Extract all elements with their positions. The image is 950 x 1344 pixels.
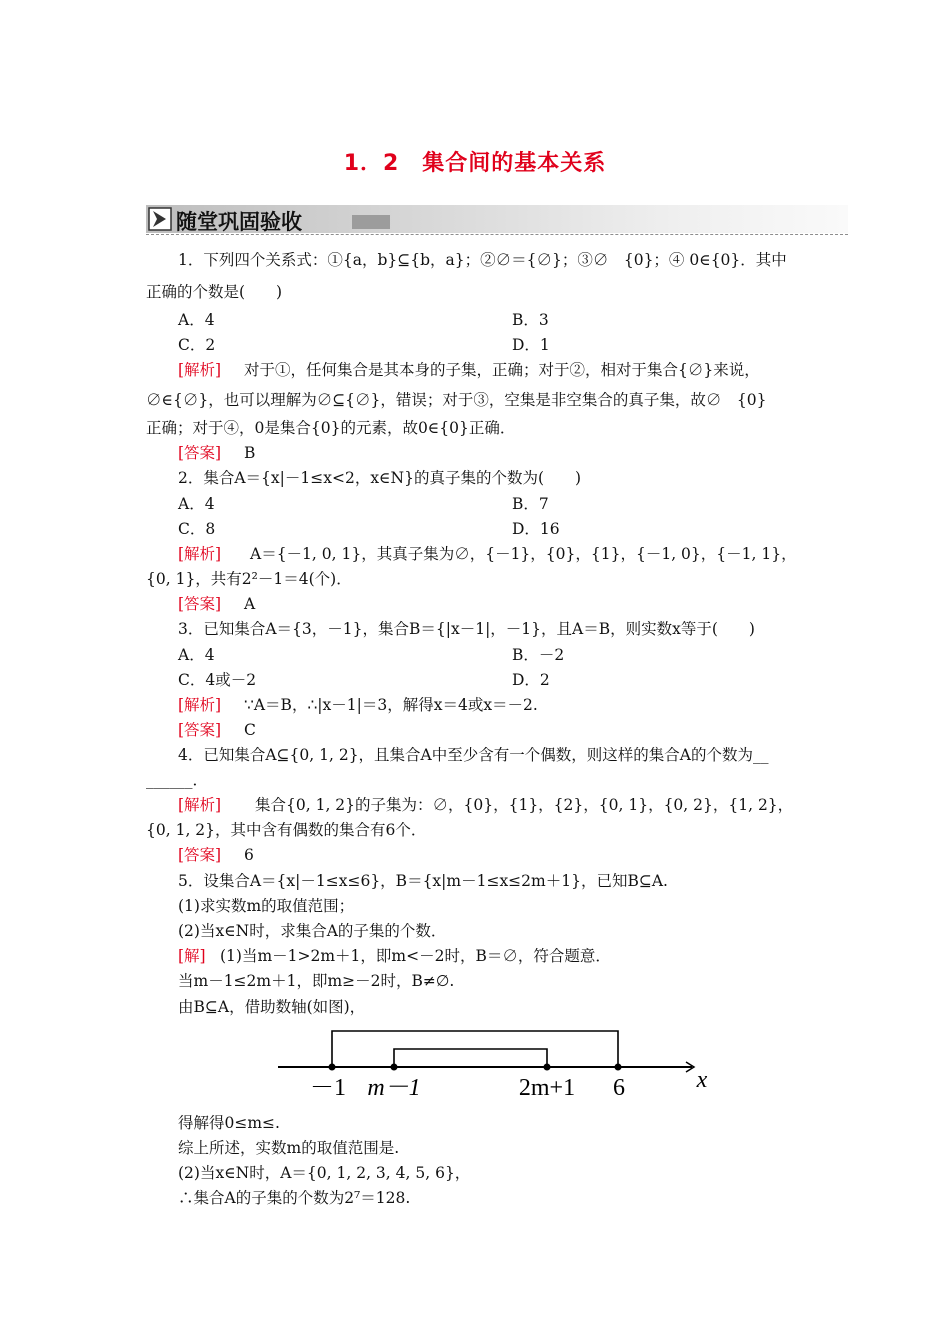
label-2m-plus-1: 2m+1 (518, 1075, 576, 1101)
page-title: 1．2 集合间的基本关系 (343, 151, 607, 176)
q1-analysis: 对于①，任何集合是其本身的子集，正确；对于②，相对于集合{∅}来说， (244, 361, 760, 379)
number-line-diagram (270, 1025, 710, 1107)
q3-answer-tag: [答案] (178, 721, 222, 739)
q4-stem: 4．已知集合A⊆{0, 1, 2}，且集合A中至少含有一个偶数，则这样的集合A的个数为__ (178, 746, 769, 764)
q5-solution-6: (2)当x∈N时，A＝{0, 1, 2, 3, 4, 5, 6}， (178, 1164, 471, 1182)
q5-solution-3: 由B⊆A，借助数轴(如图)， (178, 998, 366, 1016)
q5-part2: (2)当x∈N时，求集合A的子集的个数． (178, 922, 447, 940)
q5-solution-2: 当m－1≤2m＋1，即m≥－2时，B≠∅. (178, 972, 455, 990)
q3-analysis-tag: [解析] (178, 696, 222, 714)
q3-option-b: B．－2 (512, 646, 565, 664)
q1-option-d: D．1 (512, 336, 550, 354)
q5-part1: (1)求实数m的取值范围； (178, 897, 355, 915)
q2-option-a: A．4 (178, 495, 215, 513)
q1-stem: 1．下列四个关系式：①{a，b}⊆{b，a}；②∅＝{∅}；③∅ {0}；④ 0∈{0}．其中 (178, 251, 787, 269)
q3-option-d: D．2 (512, 671, 550, 689)
label-neg1: －1 (310, 1075, 346, 1101)
q4-stem-cont: ______． (146, 771, 209, 789)
q1-stem-cont: 正确的个数是( ) (146, 283, 283, 301)
q5-solution-7: ∴集合A的子集的个数为2⁷＝128. (178, 1189, 411, 1207)
point-6 (615, 1064, 622, 1071)
q5-solution-tag: [解] (178, 947, 206, 965)
section-title: 随堂巩固验收 (176, 210, 302, 234)
q5-solution-5: 综上所述，实数m的取值范围是. (178, 1139, 400, 1157)
q4-analysis: 集合{0, 1, 2}的子集为：∅，{0}，{1}，{2}，{0, 1}，{0, 2}，{1, 2}， (255, 796, 794, 814)
q2-answer-tag: [答案] (178, 595, 222, 613)
q1-answer-tag: [答案] (178, 444, 222, 462)
label-6: 6 (613, 1075, 625, 1101)
label-x: x (696, 1067, 708, 1093)
q1-analysis-end: 正确；对于④，0是集合{0}的元素，故0∈{0}正确． (146, 419, 516, 437)
banner-box (352, 215, 390, 229)
q4-analysis-tag: [解析] (178, 796, 222, 814)
q1-answer: B (244, 444, 256, 462)
section-banner (146, 203, 848, 237)
q5-solution-1: (1)当m－1>2m＋1，即m<－2时，B＝∅，符合题意． (220, 947, 611, 965)
q5-stem: 5．设集合A＝{x|－1≤x≤6}，B＝{x|m－1≤x≤2m＋1}，已知B⊆A. (178, 872, 668, 890)
q4-analysis-cont: {0, 1, 2}，其中含有偶数的集合有6个． (146, 821, 427, 839)
q4-answer: 6 (244, 846, 254, 864)
q4-answer-tag: [答案] (178, 846, 222, 864)
q1-analysis-cont: ∅∈{∅}，也可以理解为∅⊆{∅}，错误；对于③，空集是非空集合的真子集，故∅ {0} (146, 391, 767, 409)
point-m-minus-1 (391, 1064, 398, 1071)
set-b-bracket (394, 1049, 547, 1067)
q2-analysis-cont: {0, 1}，共有2²－1＝4(个)． (146, 570, 352, 588)
q2-option-c: C．8 (178, 520, 216, 538)
q1-option-b: B．3 (512, 311, 549, 329)
q2-stem: 2．集合A＝{x|－1≤x<2，x∈N}的真子集的个数为( ) (178, 469, 582, 487)
q3-answer: C (244, 721, 256, 739)
q1-option-a: A．4 (178, 311, 215, 329)
arrow-icon (148, 207, 172, 231)
label-m-minus-1: m－1 (367, 1075, 421, 1101)
q2-option-d: D．16 (512, 520, 560, 538)
q5-solution-4: 得解得0≤m≤. (178, 1114, 280, 1132)
q2-option-b: B．7 (512, 495, 549, 513)
q2-answer: A (244, 595, 256, 613)
q3-option-a: A．4 (178, 646, 215, 664)
q3-analysis: ∵A＝B，∴|x－1|＝3，解得x＝4或x＝－2. (244, 696, 538, 714)
q1-analysis-tag: [解析] (178, 361, 222, 379)
point-neg1 (329, 1064, 336, 1071)
q1-option-c: C．2 (178, 336, 216, 354)
q2-analysis-tag: [解析] (178, 545, 222, 563)
q3-stem: 3．已知集合A＝{3，－1}，集合B＝{|x－1|，－1}，且A＝B，则实数x等于( ) (178, 620, 755, 638)
q3-option-c: C．4或－2 (178, 671, 257, 689)
point-2m-plus-1 (544, 1064, 551, 1071)
q2-analysis: A＝{－1, 0, 1}，其真子集为∅，{－1}，{0}，{1}，{－1, 0}，{－1, 1}， (250, 545, 797, 563)
